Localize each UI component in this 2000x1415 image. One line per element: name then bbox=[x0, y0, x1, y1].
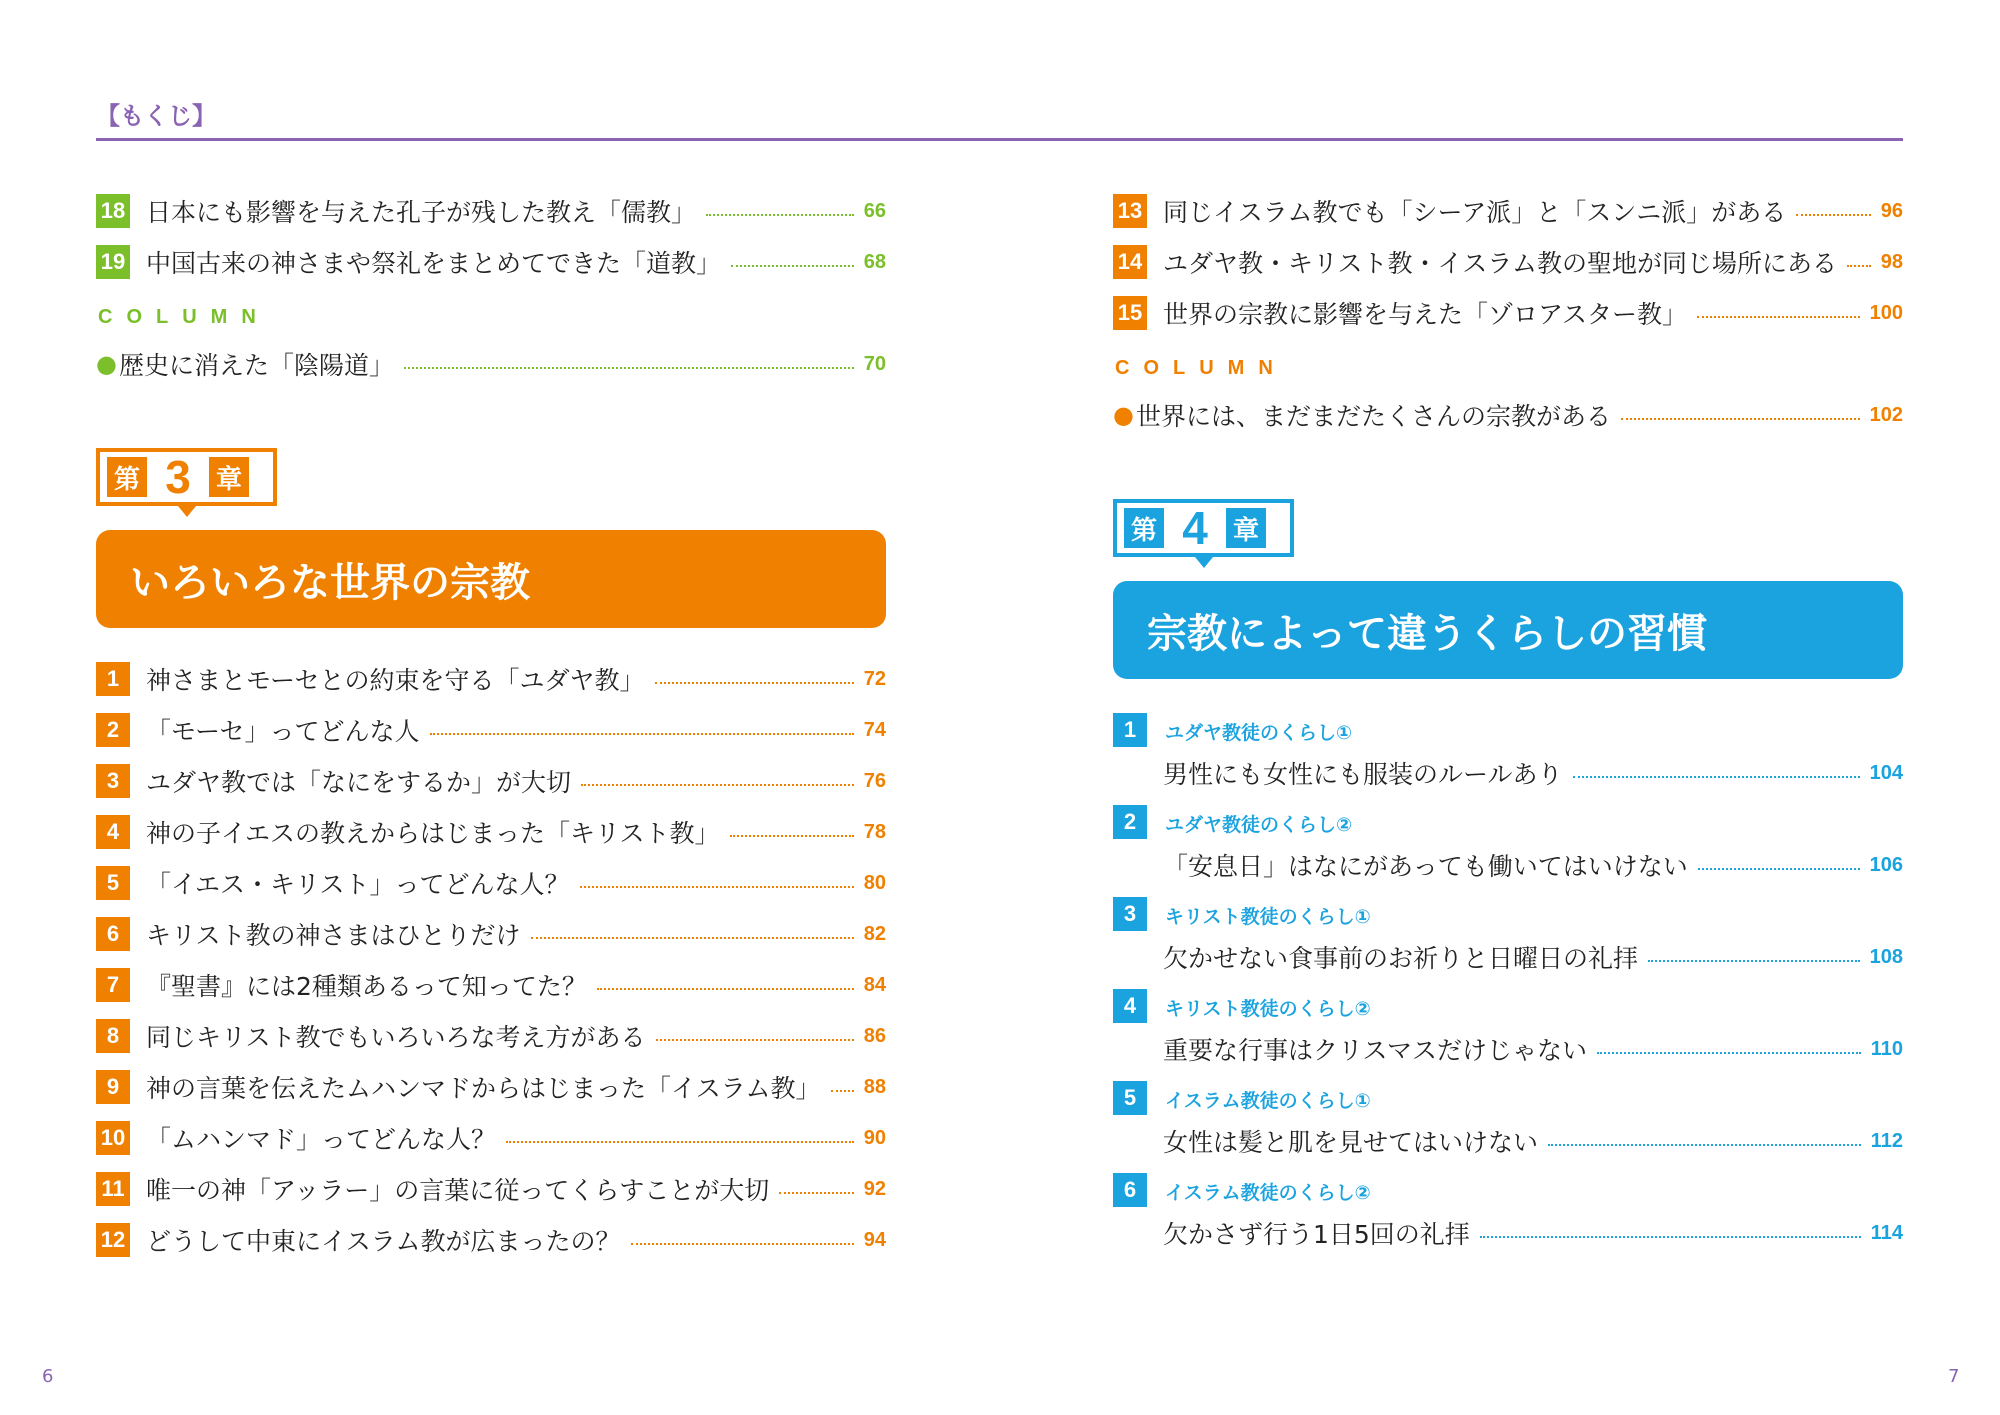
entry-page: 84 bbox=[863, 973, 886, 996]
dot-leader bbox=[1548, 1144, 1861, 1146]
chapter-tag bbox=[1113, 499, 1294, 557]
entry-number: 6 bbox=[1113, 1173, 1147, 1207]
dot-leader bbox=[597, 988, 854, 990]
column-entry[interactable] bbox=[96, 346, 886, 382]
page-number-left: 6 bbox=[42, 1366, 54, 1387]
toc-entry[interactable] bbox=[1113, 295, 1903, 331]
entry-title: どうして中東にイスラム教が広まったの？ bbox=[146, 1227, 621, 1256]
toc-entry[interactable] bbox=[96, 1222, 886, 1258]
toc-entry[interactable] bbox=[1113, 713, 1903, 793]
entry-page: 90 bbox=[863, 1126, 886, 1149]
entry-number: 7 bbox=[96, 968, 130, 1002]
toc-entry[interactable] bbox=[96, 814, 886, 850]
dot-leader bbox=[656, 1039, 854, 1041]
toc-entry[interactable] bbox=[96, 712, 886, 748]
dot-leader bbox=[506, 1141, 854, 1143]
entry-page: 112 bbox=[1870, 1129, 1903, 1152]
entry-number: 11 bbox=[96, 1172, 130, 1206]
entry-title: キリスト教の神さまはひとりだけ bbox=[146, 921, 521, 950]
entry-title: 「ムハンマド」ってどんな人？ bbox=[146, 1125, 497, 1154]
entry-title: 女性は髪と肌を見せてはいけない bbox=[1163, 1128, 1539, 1157]
entry-title: 歴史に消えた「陰陽道」 bbox=[118, 351, 394, 380]
dot-leader bbox=[581, 784, 854, 786]
entry-page: 94 bbox=[863, 1228, 886, 1251]
entry-title: 「モーセ」ってどんな人 bbox=[146, 717, 420, 746]
toc-entry[interactable] bbox=[1113, 897, 1903, 977]
entry-number: 13 bbox=[1113, 194, 1147, 228]
toc-entry[interactable] bbox=[1113, 989, 1903, 1069]
toc-entry[interactable] bbox=[96, 763, 886, 799]
entry-title: 世界の宗教に影響を与えた「ゾロアスター教」 bbox=[1163, 300, 1688, 329]
dot-leader bbox=[731, 265, 854, 267]
column-label: COLUMN bbox=[1115, 357, 1287, 379]
entry-number: 3 bbox=[1113, 897, 1147, 931]
entry-page: 86 bbox=[863, 1024, 886, 1047]
entry-page: 104 bbox=[1869, 761, 1903, 784]
entry-page: 100 bbox=[1869, 301, 1903, 324]
entry-page: 66 bbox=[863, 199, 886, 222]
entry-category: キリスト教徒のくらし① bbox=[1165, 906, 1371, 928]
entry-title: 「イエス・キリスト」ってどんな人？ bbox=[146, 870, 570, 899]
entry-page: 98 bbox=[1880, 250, 1903, 273]
chapter-suffix: 章 bbox=[1226, 508, 1266, 548]
entry-page: 72 bbox=[863, 667, 886, 690]
entry-page: 92 bbox=[863, 1177, 886, 1200]
entry-title: 神さまとモーセとの約束を守る「ユダヤ教」 bbox=[146, 666, 645, 695]
entry-page: 70 bbox=[863, 352, 886, 375]
entry-page: 110 bbox=[1870, 1037, 1903, 1060]
entry-number: 4 bbox=[1113, 989, 1147, 1023]
entry-page: 96 bbox=[1880, 199, 1903, 222]
entry-number: 8 bbox=[96, 1019, 130, 1053]
chapter-prefix: 第 bbox=[1124, 508, 1164, 548]
entry-title: 欠かせない食事前のお祈りと日曜日の礼拝 bbox=[1163, 944, 1639, 973]
chapter-number: 4 bbox=[1182, 502, 1208, 554]
entry-number: 14 bbox=[1113, 245, 1147, 279]
dot-leader bbox=[631, 1243, 854, 1245]
entry-number: 15 bbox=[1113, 296, 1147, 330]
toc-entry[interactable] bbox=[96, 1018, 886, 1054]
toc-entry[interactable] bbox=[96, 1120, 886, 1156]
dot-leader bbox=[1597, 1052, 1861, 1054]
toc-entry[interactable] bbox=[1113, 1173, 1903, 1253]
toc-header-label: 【もくじ】 bbox=[96, 102, 216, 130]
entry-number: 2 bbox=[96, 713, 130, 747]
toc-entry[interactable] bbox=[96, 661, 886, 697]
header-divider bbox=[96, 138, 1903, 141]
chapter-tag bbox=[96, 448, 277, 506]
entry-title: 『聖書』には2種類あるって知ってた？ bbox=[146, 972, 587, 1001]
column-label: COLUMN bbox=[98, 306, 270, 328]
entry-page: 114 bbox=[1870, 1221, 1903, 1244]
entry-number: 1 bbox=[1113, 713, 1147, 747]
toc-entry[interactable] bbox=[96, 916, 886, 952]
column-entry[interactable] bbox=[1113, 397, 1903, 433]
toc-entry[interactable] bbox=[1113, 193, 1903, 229]
chapter-tag-pointer bbox=[1195, 557, 1213, 568]
dot-leader bbox=[1796, 214, 1870, 216]
chapter-title-banner: いろいろな世界の宗教 bbox=[96, 530, 886, 628]
entry-number: 3 bbox=[96, 764, 130, 798]
dot-leader bbox=[531, 937, 854, 939]
dot-leader bbox=[1480, 1236, 1861, 1238]
entry-category: イスラム教徒のくらし② bbox=[1165, 1182, 1371, 1204]
entry-page: 78 bbox=[863, 820, 886, 843]
entry-page: 68 bbox=[863, 250, 886, 273]
entry-category: ユダヤ教徒のくらし① bbox=[1165, 722, 1353, 744]
entry-title: 神の言葉を伝えたムハンマドからはじまった「イスラム教」 bbox=[146, 1074, 821, 1103]
dot-leader bbox=[706, 214, 854, 216]
dot-leader bbox=[430, 733, 854, 735]
entry-number: 6 bbox=[96, 917, 130, 951]
entry-category: イスラム教徒のくらし① bbox=[1165, 1090, 1371, 1112]
toc-entry[interactable] bbox=[1113, 805, 1903, 885]
chapter-number: 3 bbox=[165, 451, 191, 503]
entry-number: 4 bbox=[96, 815, 130, 849]
toc-entry[interactable] bbox=[96, 1069, 886, 1105]
dot-leader bbox=[1573, 776, 1860, 778]
chapter-tag-pointer bbox=[178, 506, 196, 517]
dot-leader bbox=[1698, 868, 1860, 870]
chapter-suffix: 章 bbox=[209, 457, 249, 497]
entry-page: 102 bbox=[1869, 403, 1903, 426]
entry-number: 9 bbox=[96, 1070, 130, 1104]
bullet-icon: ● bbox=[96, 350, 117, 378]
toc-entry[interactable] bbox=[1113, 244, 1903, 280]
dot-leader bbox=[580, 886, 854, 888]
entry-title: ユダヤ教・キリスト教・イスラム教の聖地が同じ場所にある bbox=[1163, 249, 1838, 278]
dot-leader bbox=[1648, 960, 1860, 962]
entry-number: 12 bbox=[96, 1223, 130, 1257]
toc-entry[interactable] bbox=[96, 967, 886, 1003]
dot-leader bbox=[1697, 316, 1860, 318]
entry-title: 中国古来の神さまや祭礼をまとめてできた「道教」 bbox=[146, 249, 722, 278]
dot-leader bbox=[655, 682, 854, 684]
toc-entry[interactable] bbox=[96, 244, 886, 280]
entry-title: 同じキリスト教でもいろいろな考え方がある bbox=[146, 1023, 646, 1052]
bullet-icon: ● bbox=[1113, 401, 1134, 429]
entry-title: 「安息日」はなにがあっても働いてはいけない bbox=[1163, 852, 1688, 881]
entry-title: 神の子イエスの教えからはじまった「キリスト教」 bbox=[146, 819, 720, 848]
entry-number: 19 bbox=[96, 245, 130, 279]
dot-leader bbox=[831, 1090, 854, 1092]
entry-page: 106 bbox=[1869, 853, 1903, 876]
entry-number: 10 bbox=[96, 1121, 130, 1155]
entry-title: 男性にも女性にも服装のルールあり bbox=[1163, 760, 1563, 789]
toc-entry[interactable] bbox=[96, 865, 886, 901]
entry-title: ユダヤ教では「なにをするか」が大切 bbox=[146, 768, 572, 797]
entry-title: 日本にも影響を与えた孔子が残した教え「儒教」 bbox=[146, 198, 697, 227]
dot-leader bbox=[404, 367, 854, 369]
entry-page: 74 bbox=[863, 718, 886, 741]
entry-category: ユダヤ教徒のくらし② bbox=[1165, 814, 1353, 836]
entry-page: 108 bbox=[1869, 945, 1903, 968]
entry-title: 唯一の神「アッラー」の言葉に従ってくらすことが大切 bbox=[146, 1176, 770, 1205]
chapter-title-banner: 宗教によって違うくらしの習慣 bbox=[1113, 581, 1903, 679]
entry-page: 88 bbox=[863, 1075, 886, 1098]
toc-entry[interactable] bbox=[96, 193, 886, 229]
entry-title: 同じイスラム教でも「シーア派」と「スンニ派」がある bbox=[1163, 198, 1787, 227]
entry-title: 世界には、まだまだたくさんの宗教がある bbox=[1135, 402, 1611, 431]
entry-page: 80 bbox=[863, 871, 886, 894]
entry-number: 5 bbox=[96, 866, 130, 900]
dot-leader bbox=[730, 835, 854, 837]
dot-leader bbox=[1621, 418, 1860, 420]
entry-title: 欠かさず行う1日5回の礼拝 bbox=[1163, 1220, 1470, 1249]
entry-page: 82 bbox=[863, 922, 886, 945]
dot-leader bbox=[779, 1192, 853, 1194]
entry-number: 5 bbox=[1113, 1081, 1147, 1115]
dot-leader bbox=[1847, 265, 1871, 267]
chapter-prefix: 第 bbox=[107, 457, 147, 497]
entry-category: キリスト教徒のくらし② bbox=[1165, 998, 1371, 1020]
entry-number: 2 bbox=[1113, 805, 1147, 839]
entry-number: 18 bbox=[96, 194, 130, 228]
page-number-right: 7 bbox=[1948, 1366, 1960, 1387]
entry-page: 76 bbox=[863, 769, 886, 792]
entry-number: 1 bbox=[96, 662, 130, 696]
toc-entry[interactable] bbox=[96, 1171, 886, 1207]
toc-entry[interactable] bbox=[1113, 1081, 1903, 1161]
entry-title: 重要な行事はクリスマスだけじゃない bbox=[1163, 1036, 1588, 1065]
